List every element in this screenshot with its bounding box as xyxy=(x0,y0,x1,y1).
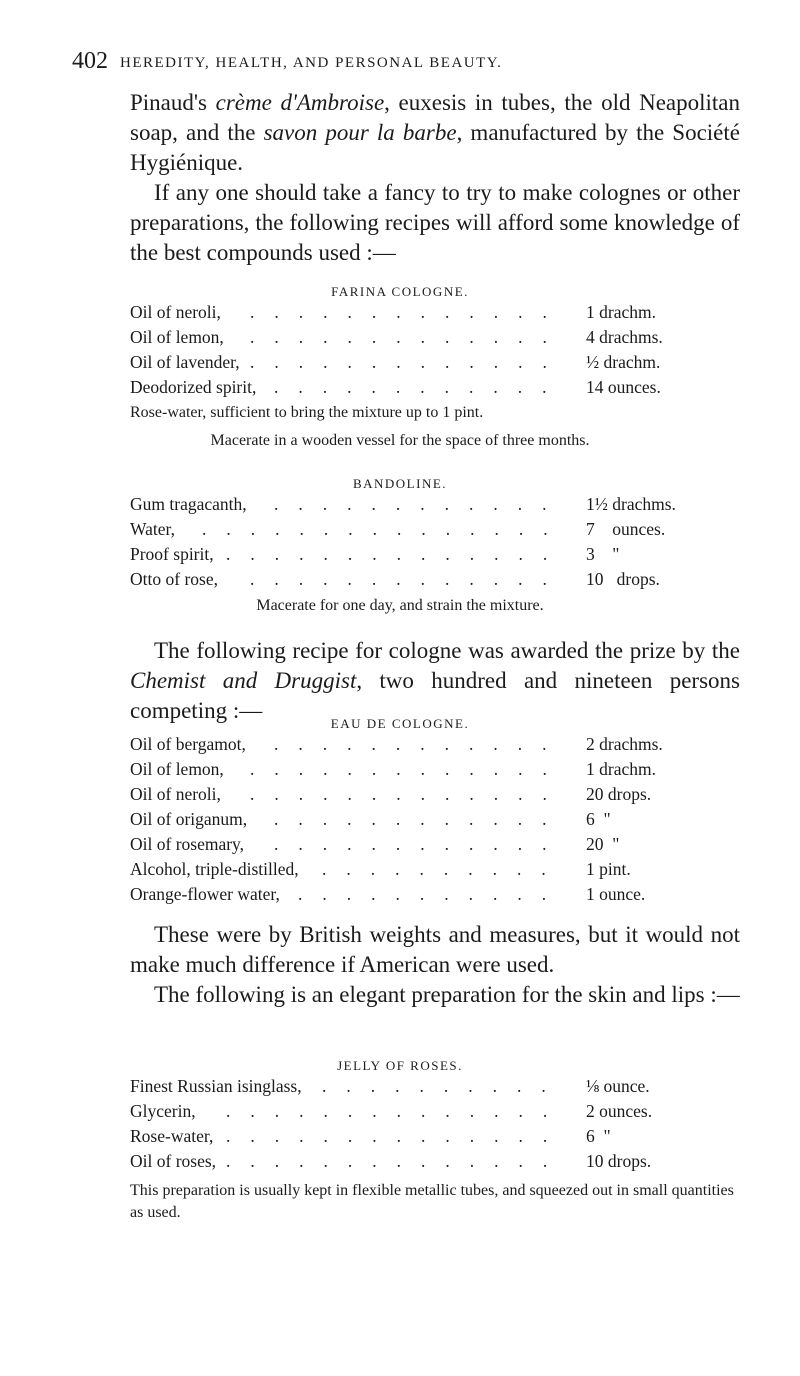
running-title: HEREDITY, HEALTH, AND PERSONAL BEAUTY. xyxy=(120,55,503,71)
recipe-note: This preparation is usually kept in flexible metallic tubes, and squeezed out in small quantities as used. xyxy=(130,1182,734,1221)
ingredient-row: Glycerin, 2 ounces. .............. xyxy=(130,1101,653,1121)
dot-leader: ............. xyxy=(250,784,567,804)
recipe-title-bandoline: BANDOLINE. xyxy=(352,476,448,491)
recipe-title-eau-de-cologne: EAU DE COLOGNE. xyxy=(330,716,470,731)
recipe-title-farina: FARINA COLOGNE. xyxy=(331,284,469,299)
paragraph-skin: The following is an elegant preparation for the skin and lips :— xyxy=(154,982,740,1007)
recipe-note: Macerate for one day, and strain the mixture. xyxy=(256,597,544,614)
ingredient-row: Rose-water, 6 " .............. xyxy=(130,1126,611,1146)
ingredient-row: Gum tragacanth, 1½ drachms. ............ xyxy=(130,494,676,514)
paragraph-prize: The following recipe for cologne was awarded the prize by the Chemist and Druggist, two hundred and nineteen persons competing :— xyxy=(130,638,740,723)
ingredient-row: Oil of lemon, 1 drachm. ............. xyxy=(130,759,656,779)
dot-leader: ........... xyxy=(298,884,567,904)
ingredient-row: Oil of bergamot, 2 drachms. ............ xyxy=(130,734,663,754)
recipe-note: Macerate in a wooden vessel for the space of three months. xyxy=(210,432,590,449)
paragraph-weights: These were by British weights and measures, but it would not make much difference if American were used. xyxy=(130,922,740,977)
ingredient-row: Oil of rosemary, 20 " ............ xyxy=(130,834,620,854)
dot-leader: ............. xyxy=(250,352,567,372)
dot-leader: .............. xyxy=(226,544,568,564)
dot-leader: ............. xyxy=(250,759,567,779)
paragraph-intro: If any one should take a fancy to try to make colognes or other preparations, the following recipes will afford some knowledge of the best compounds used :— xyxy=(130,180,740,265)
ingredient-row: Oil of roses, 10 drops. .............. xyxy=(130,1151,652,1171)
ingredient-row: Deodorized spirit, 14 ounces. ............ xyxy=(130,377,661,397)
dot-leader: ............. xyxy=(250,302,567,322)
dot-leader: .............. xyxy=(226,1126,568,1146)
italic-savon: savon pour la barbe xyxy=(263,120,457,145)
ingredient-row: Oil of lemon, 4 drachms. ............. xyxy=(130,327,663,347)
dot-leader: ............ xyxy=(274,809,567,829)
dot-leader: .......... xyxy=(322,1076,566,1096)
dot-leader: ............. xyxy=(250,569,567,589)
ingredient-row: Oil of lavender, ½ drachm. ............. xyxy=(130,352,661,372)
ingredient-row: Orange-flower water, 1 ounce. ........... xyxy=(130,884,646,904)
italic-journal: Chemist and Druggist xyxy=(130,668,357,693)
dot-leader: .......... xyxy=(322,859,566,879)
dot-leader: .............. xyxy=(226,1101,568,1121)
recipe-note: Rose-water, sufficient to bring the mixture up to 1 pint. xyxy=(130,404,484,421)
dot-leader: ............ xyxy=(274,734,567,754)
dot-leader: .............. xyxy=(226,1151,568,1171)
ingredient-row: Oil of origanum, 6 " ............ xyxy=(130,809,611,829)
recipe-title-jelly-of-roses: JELLY OF ROSES. xyxy=(337,1058,463,1073)
dot-leader: ............ xyxy=(274,834,567,854)
ingredient-row: Otto of rose, 10 drops. ............. xyxy=(130,569,660,589)
ingredient-row: Oil of neroli, 20 drops. ............. xyxy=(130,784,652,804)
page-number: 402 xyxy=(72,48,108,74)
paragraph-products: Pinaud's crème d'Ambroise, euxesis in tubes, the old Neapolitan soap, and the savon pour la barbe, manufactured by the Société Hygiénique. xyxy=(130,90,740,175)
ingredient-row: Water, 7 ounces. ............... xyxy=(130,519,666,539)
dot-leader: ............ xyxy=(274,494,567,514)
ingredient-row: Oil of neroli, 1 drachm. ............. xyxy=(130,302,656,322)
dot-leader: ............... xyxy=(202,519,568,539)
dot-leader: ............. xyxy=(250,327,567,347)
dot-leader: ............ xyxy=(274,377,567,397)
ingredient-row: Finest Russian isinglass, ⅛ ounce. .......... xyxy=(130,1076,650,1096)
running-head xyxy=(72,48,732,78)
ingredient-row: Alcohol, triple-distilled, 1 pint. .......... xyxy=(130,859,631,879)
italic-creme: crème d'Ambroise xyxy=(215,90,385,115)
ingredient-row: Proof spirit, 3 " .............. xyxy=(130,544,620,564)
